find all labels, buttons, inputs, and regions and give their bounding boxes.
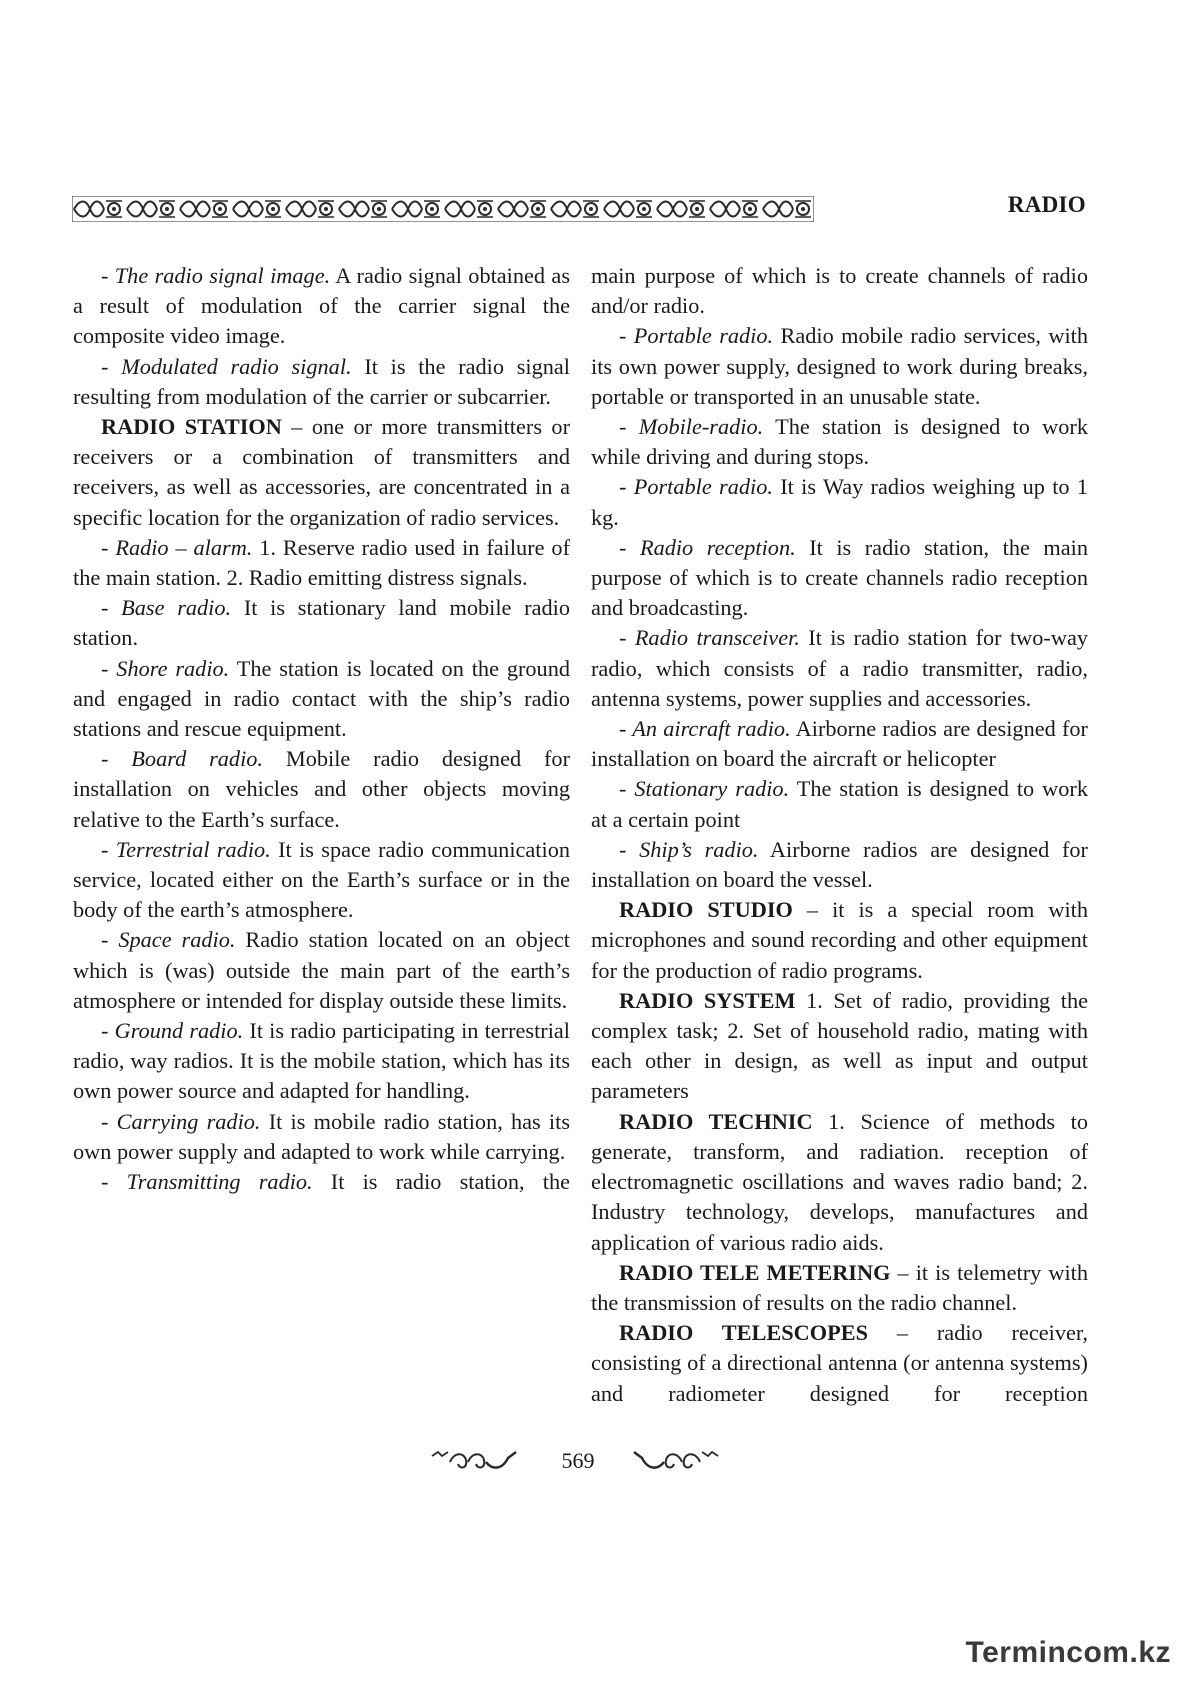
left-text-column xyxy=(73,261,570,1197)
entry-paragraph: - Ground radio. It is radio participating in terrestrial radio, way radios. It is the mobile station, which has its own power source and adapted for handling. xyxy=(73,1018,571,1104)
entry-paragraph: - Portable radio. It is Way radios weighing up to 1 kg. xyxy=(591,474,1089,530)
entry-paragraph: - Carrying radio. It is mobile radio station, has its own power supply and adapted to work while carrying. xyxy=(73,1108,570,1164)
entry-paragraph: - Modulated radio signal. It is the radio signal resulting from modulation of the carrier or subcarrier. xyxy=(73,353,570,409)
page-section-title: RADIO xyxy=(1007,192,1086,217)
entry-paragraph: - An aircraft radio. Airborne radios are designed for installation on board the aircraft or helicopter xyxy=(591,716,1088,772)
entry-paragraph: - Transmitting radio. It is radio station, the xyxy=(101,1169,570,1195)
entry-paragraph: - Mobile-radio. The station is designed to work while driving and during stops. xyxy=(591,414,1088,470)
footer-ornament-right-icon xyxy=(630,1448,720,1474)
entry-paragraph: RADIO STATION – one or more transmitters or receivers or a combination of transmitters and receivers, as well as accessories, are concentrated in a specific location for the organization of radio services. xyxy=(73,414,570,530)
entry-paragraph: - Shore radio. The station is located on the ground and engaged in radio contact with the ship’s radio stations and rescue equipment. xyxy=(73,655,571,742)
entry-paragraph: - Terrestrial radio. It is space radio communication service, located either on the Earth’s surface or in the body of the earth’s atmosphere. xyxy=(73,836,570,923)
entry-paragraph: - Base radio. It is stationary land mobile radio station. xyxy=(73,595,570,651)
entry-paragraph: - Radio transceiver. It is radio station for two-way radio, which consists of a radio transmitter, radio, antenna systems, power supplies and accessories. xyxy=(591,625,1088,711)
entry-paragraph: RADIO STUDIO – it is a special room with microphones and sound recording and other equipment for the production of radio programs. xyxy=(591,897,1088,983)
entry-paragraph: - Radio – alarm. 1. Reserve radio used in failure of the main station. 2. Radio emitting distress signals. xyxy=(73,534,571,591)
watermark-logo: Termincom.kz xyxy=(965,1636,1171,1669)
entry-paragraph: RADIO SYSTEM 1. Set of radio, providing the complex task; 2. Set of household radio, mating with each other in design, as well as input and output parameters xyxy=(591,987,1088,1104)
entry-paragraph: - Space radio. Radio station located on an object which is (was) outside the main part of the earth’s atmosphere or intended for display outside these limits. xyxy=(73,927,570,1013)
entry-paragraph: RADIO TECHNIC 1. Science of methods to generate, transform, and radiation. reception of electromagnetic oscillations and waves radio band; 2. Industry technology, develops, manufactures and application of various radio aids. xyxy=(591,1108,1088,1255)
entry-paragraph: - Board radio. Mobile radio designed for installation on vehicles and other objects moving relative to the Earth’s surface. xyxy=(73,746,570,832)
page-number: 569 xyxy=(561,1448,595,1473)
entry-paragraph: - Portable radio. Radio mobile radio services, with its own power supply, designed to work during breaks, portable or transported in an unusable state. xyxy=(591,323,1088,409)
entry-paragraph: - Radio reception. It is radio station, the main purpose of which is to create channels radio reception and broadcasting. xyxy=(591,534,1088,621)
right-text-column xyxy=(591,261,1088,1409)
entry-paragraph: - The radio signal image. A radio signal obtained as a result of modulation of the carrier signal the composite video image. xyxy=(73,263,570,349)
entry-paragraph: main purpose of which is to create channels of radio and/or radio. xyxy=(591,263,1088,319)
header-ornament-band xyxy=(72,196,814,222)
entry-paragraph: RADIO TELE METERING – it is telemetry with the transmission of results on the radio channel. xyxy=(591,1259,1088,1315)
entry-paragraph: RADIO TELESCOPES – radio receiver, consisting of a directional antenna (or antenna systems) and radiometer designed for reception xyxy=(591,1320,1088,1406)
entry-paragraph: - Ship’s radio. Airborne radios are designed for installation on board the vessel. xyxy=(591,836,1088,893)
footer-ornament-left-icon xyxy=(430,1448,520,1474)
entry-paragraph: - Stationary radio. The station is designed to work at a certain point xyxy=(591,776,1088,832)
